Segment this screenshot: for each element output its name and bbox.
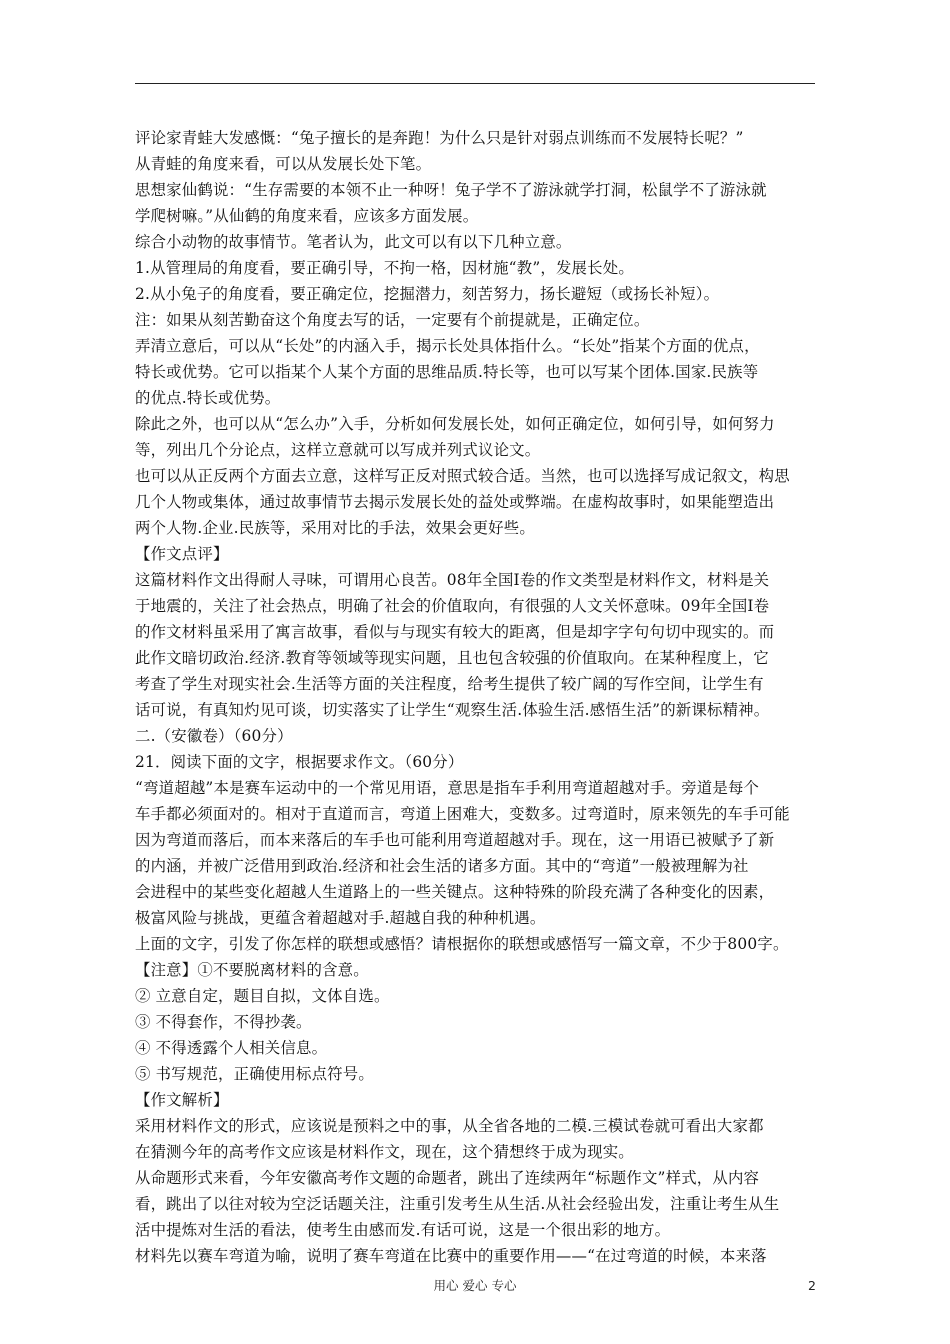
- text-line: 除此之外，也可以从“怎么办”入手，分析如何发展长处，如何正确定位，如何引导，如何努力: [135, 415, 775, 433]
- text-line: 的优点.特长或优势。: [135, 389, 281, 407]
- text-line: 从青蛙的角度来看，可以从发展长处下笔。: [135, 155, 432, 173]
- text-line: 的作文材料虽采用了寓言故事，看似与与现实有较大的距离，但是却字字句句切中现实的。而: [135, 623, 775, 641]
- text-line: 话可说，有真知灼见可谈，切实落实了让学生“观察生活.体验生活.感悟生活”的新课标精神。: [135, 701, 770, 719]
- text-line: 注：如果从刻苦勤奋这个角度去写的话，一定要有个前提就是，正确定位。: [135, 311, 650, 329]
- text-line: 弄清立意后，可以从“长处”的内涵入手，揭示长处具体指什么。“长处”指某个方面的优点，: [135, 337, 760, 355]
- text-line: 【作文解析】: [135, 1091, 229, 1109]
- page-number: 2: [808, 1278, 816, 1293]
- text-line: 综合小动物的故事情节。笔者认为，此文可以有以下几种立意。: [135, 233, 572, 251]
- text-line: ② 立意自定，题目自拟，文体自选。: [135, 987, 390, 1005]
- text-line: 材料先以赛车弯道为喻，说明了赛车弯道在比赛中的重要作用——“在过弯道的时候，本来落: [135, 1247, 767, 1265]
- text-line: 会进程中的某些变化超越人生道路上的一些关键点。这种特殊的阶段充满了各种变化的因素，: [135, 883, 775, 901]
- text-line: 的内涵，并被广泛借用到政治.经济和社会生活的诸多方面。其中的“弯道”一般被理解为社: [135, 857, 749, 875]
- text-line: 从命题形式来看，今年安徽高考作文题的命题者，跳出了连续两年“标题作文”样式，从内容: [135, 1169, 760, 1187]
- text-line: ⑤ 书写规范，正确使用标点符号。: [135, 1065, 374, 1083]
- text-line: 也可以从正反两个方面去立意，这样写正反对照式较合适。当然，也可以选择写成记叙文，构思: [135, 467, 790, 485]
- text-line: 几个人物或集体，通过故事情节去揭示发展长处的益处或弊端。在虚构故事时，如果能塑造出: [135, 493, 775, 511]
- text-line: 【注意】①不要脱离材料的含意。: [135, 961, 369, 979]
- text-line: 【作文点评】: [135, 545, 229, 563]
- text-line: 采用材料作文的形式，应该说是预料之中的事，从全省各地的二模.三模试卷就可看出大家都: [135, 1117, 764, 1135]
- text-line: 因为弯道而落后，而本来落后的车手也可能利用弯道超越对手。现在，这一用语已被赋予了新: [135, 831, 775, 849]
- text-line: 车手都必须面对的。相对于直道而言，弯道上困难大，变数多。过弯道时，原来领先的车手可能: [135, 805, 790, 823]
- text-line: 两个人物.企业.民族等，采用对比的手法，效果会更好些。: [135, 519, 535, 537]
- text-line: 评论家青蛙大发感慨：“兔子擅长的是奔跑！为什么只是针对弱点训练而不发展特长呢？”: [135, 129, 744, 147]
- text-line: 于地震的，关注了社会热点，明确了社会的价值取向，有很强的人文关怀意味。09年全国Ⅰ卷: [135, 597, 770, 615]
- text-line: 极富风险与挑战，更蕴含着超越对手.超越自我的种种机遇。: [135, 909, 546, 927]
- text-line: 学爬树嘛。”从仙鹤的角度来看，应该多方面发展。: [135, 207, 479, 225]
- text-line: 看，跳出了以往对较为空泛话题关注，注重引发考生从生活.从社会经验出发，注重让考生从生: [135, 1195, 780, 1213]
- text-line: 在猜测今年的高考作文应该是材料作文，现在，这个猜想终于成为现实。: [135, 1143, 634, 1161]
- text-line: 上面的文字，引发了你怎样的联想或感悟？请根据你的联想或感悟写一篇文章，不少于800字。: [135, 935, 789, 953]
- text-line: “弯道超越”本是赛车运动中的一个常见用语，意思是指车手利用弯道超越对手。旁道是每个: [135, 779, 760, 797]
- text-line: 这篇材料作文出得耐人寻味，可谓用心良苦。08年全国Ⅰ卷的作文类型是材料作文，材料是关: [135, 571, 770, 589]
- footer-slogan: 用心 爱心 专心: [433, 1278, 517, 1293]
- header-rule: [135, 83, 815, 84]
- text-line: 活中提炼对生活的看法，使考生由感而发.有话可说，这是一个很出彩的地方。: [135, 1221, 671, 1239]
- text-line: ④ 不得透露个人相关信息。: [135, 1039, 328, 1057]
- text-line: ③ 不得套作，不得抄袭。: [135, 1013, 312, 1031]
- text-line: 此作文暗切政治.经济.教育等领域等现实问题，且也包含较强的价值取向。在某种程度上，它: [135, 649, 769, 667]
- text-line: 21．阅读下面的文字，根据要求作文。（60分）: [135, 753, 464, 771]
- text-line: 等，列出几个分论点，这样立意就可以写成并列式议论文。: [135, 441, 541, 459]
- text-line: 2.从小兔子的角度看，要正确定位，挖掘潜力，刻苦努力，扬长避短（或扬长补短）。: [135, 285, 720, 303]
- document-body: [135, 125, 830, 1269]
- text-line: 二.（安徽卷）（60分）: [135, 727, 293, 745]
- text-line: 特长或优势。它可以指某个人某个方面的思维品质.特长等，也可以写某个团体.国家.民族等: [135, 363, 759, 381]
- text-line: 考查了学生对现实社会.生活等方面的关注程度，给考生提供了较广阔的写作空间，让学生有: [135, 675, 764, 693]
- text-line: 1.从管理局的角度看，要正确引导，不拘一格，因材施“教”，发展长处。: [135, 259, 634, 277]
- text-line: 思想家仙鹤说：“生存需要的本领不止一种呀！兔子学不了游泳就学打洞，松鼠学不了游泳就: [135, 181, 767, 199]
